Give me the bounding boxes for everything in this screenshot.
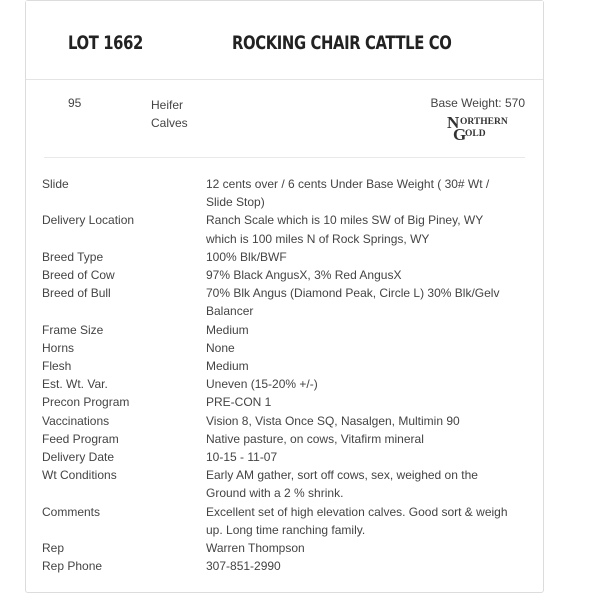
detail-label: Breed of Bull (42, 286, 111, 301)
detail-label: Rep Phone (42, 559, 103, 574)
detail-label: Vaccinations (42, 413, 110, 428)
detail-row (42, 539, 512, 557)
detail-value: 10-15 - 11-07 (206, 450, 278, 465)
detail-value: 12 cents over / 6 cents Under Base Weight ( 30# Wt / Slide Stop) (206, 177, 490, 210)
detail-row (42, 357, 512, 375)
detail-value: Native pasture, on cows, Vitafirm mineral (206, 431, 424, 446)
detail-label: Delivery Location (42, 213, 135, 228)
seller-name: ROCKING CHAIR CATTLE CO (232, 32, 452, 54)
detail-row (42, 321, 512, 339)
detail-value: Warren Thompson (206, 541, 305, 556)
detail-value: 100% Blk/BWF (206, 249, 287, 264)
detail-value: Excellent set of high elevation calves. Good sort & weigh up. Long time ranching family. (206, 504, 508, 537)
detail-label: Flesh (42, 359, 72, 374)
detail-value: Vision 8, Vista Once SQ, Nasalgen, Multimin 90 (206, 413, 460, 428)
detail-label: Slide (42, 177, 69, 191)
detail-value: Medium (206, 359, 249, 374)
lot-summary (44, 80, 525, 158)
detail-row (42, 248, 512, 266)
detail-label: Precon Program (42, 395, 130, 410)
detail-label: Est. Wt. Var. (42, 377, 108, 392)
detail-row (42, 266, 512, 284)
detail-label: Delivery Date (42, 450, 115, 465)
detail-row (42, 339, 512, 357)
detail-label: Breed Type (42, 249, 104, 264)
cattle-description: Heifer Calves (151, 98, 188, 130)
lot-details (42, 175, 512, 575)
base-weight: Base Weight: 570 (430, 96, 525, 110)
detail-row (42, 211, 512, 247)
detail-label: Wt Conditions (42, 468, 117, 483)
detail-label: Breed of Cow (42, 268, 115, 283)
detail-row (42, 175, 512, 211)
detail-row (42, 557, 512, 575)
detail-row (42, 466, 512, 502)
logo-initial-g: G (453, 125, 467, 141)
detail-row (42, 430, 512, 448)
detail-value: Uneven (15-20% +/-) (206, 377, 318, 392)
detail-label: Comments (42, 504, 101, 519)
logo-word-gold: OLD (465, 129, 486, 139)
detail-value: Ranch Scale which is 10 miles SW of Big Piney, WY which is 100 miles N of Rock Springs, WY (206, 213, 483, 246)
detail-row (42, 503, 512, 539)
lot-header (26, 1, 543, 80)
detail-value: 70% Blk Angus (Diamond Peak, Circle L) 30% Blk/Gelv Balancer (206, 286, 500, 319)
detail-value: 97% Black AngusX, 3% Red AngusX (206, 268, 402, 283)
head-count: 95 (68, 96, 82, 110)
detail-value: Medium (206, 322, 249, 337)
logo-word-northern: ORTHERN (460, 117, 508, 127)
lot-number: LOT 1662 (68, 32, 143, 54)
detail-value: Early AM gather, sort off cows, sex, weighed on the Ground with a 2 % shrink. (206, 468, 478, 501)
detail-value: None (206, 340, 235, 355)
logo-initial-n: N (447, 113, 460, 132)
detail-row (42, 412, 512, 430)
detail-row (42, 284, 512, 320)
detail-value: 307-851-2990 (206, 559, 281, 574)
detail-value: PRE-CON 1 (206, 395, 272, 410)
detail-label: Rep (42, 541, 65, 556)
detail-row (42, 393, 512, 411)
detail-row (42, 375, 512, 393)
detail-label: Feed Program (42, 431, 119, 446)
detail-row (42, 448, 512, 466)
detail-label: Horns (42, 340, 75, 355)
detail-label: Frame Size (42, 322, 104, 337)
northern-gold-logo-icon (447, 113, 525, 141)
